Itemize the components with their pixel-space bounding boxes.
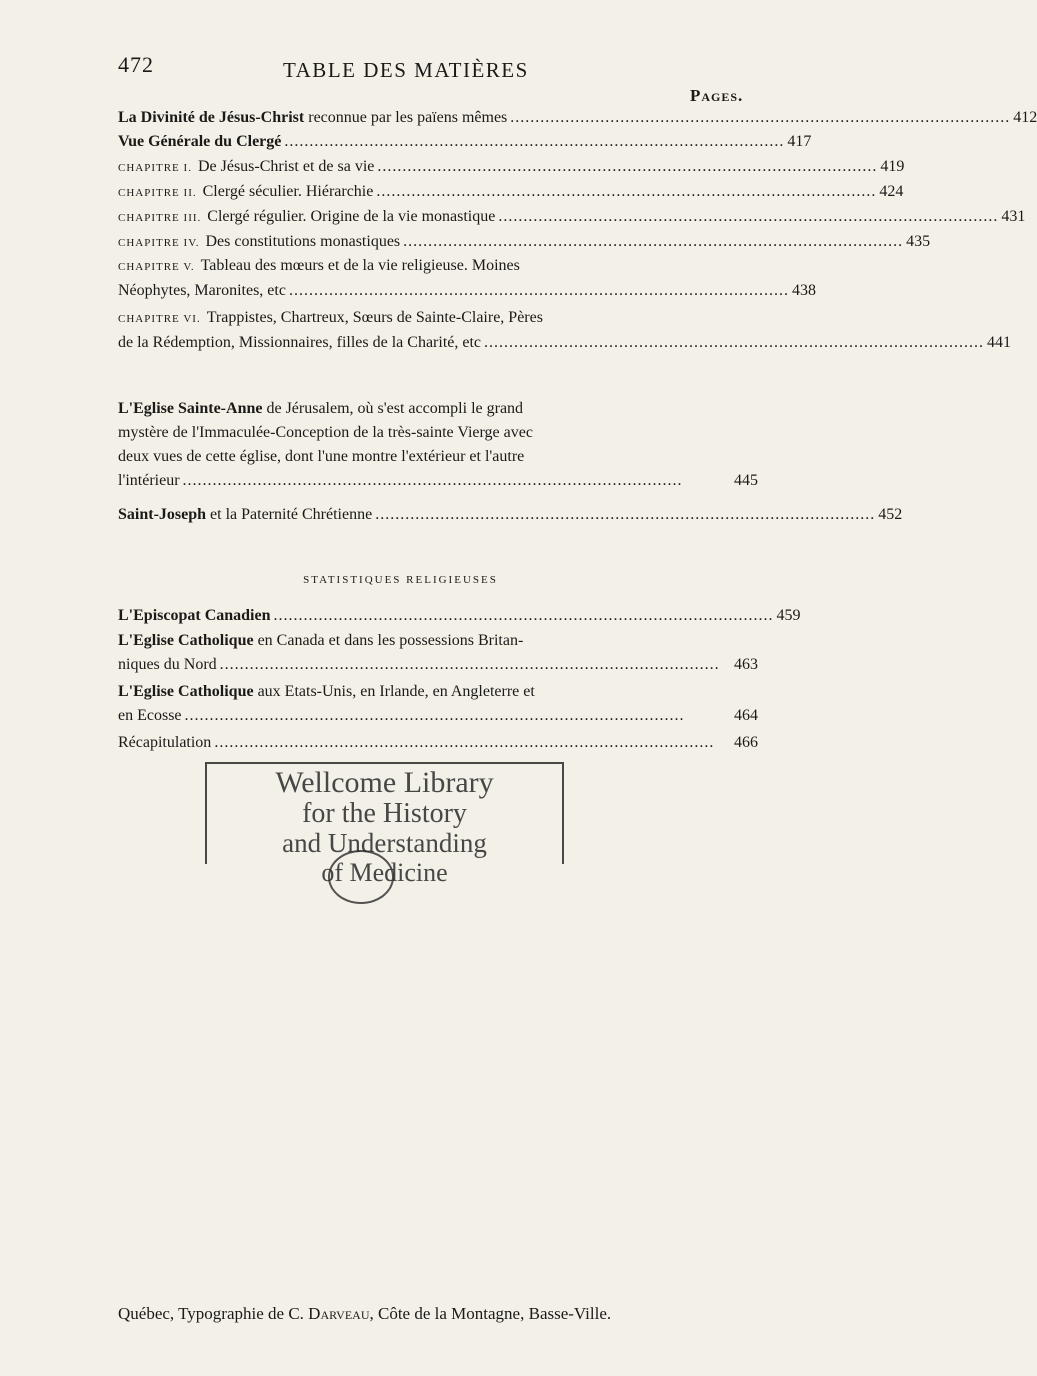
- toc-chapter: CHAPITRE VI. Trappistes, Chartreux, Sœurs de Sainte-Claire, Pères de la Rédemption, Missionnaires, filles de la Charité, etc .................................................................................................... 441: [118, 306, 758, 355]
- toc-entry-title: L'Eglise Catholique: [118, 683, 254, 700]
- chapter-text: Des constitutions monastiques: [205, 233, 401, 250]
- chapter-page: 438: [791, 282, 816, 299]
- toc-entry: Vue Générale du Clergé .................................................................................................... 417: [118, 130, 758, 154]
- section-heading: STATISTIQUES RELIGIEUSES: [303, 574, 498, 586]
- toc-chapter: CHAPITRE II. Clergé séculier. Hiérarchie .................................................................................................... 424: [118, 180, 758, 205]
- imprint-prefix: Québec, Typographie de C.: [118, 1304, 309, 1323]
- stamp-line: and Understanding: [282, 828, 487, 858]
- toc-entry-title: L'Eglise Catholique: [118, 632, 254, 649]
- chapter-text-continued: de la Rédemption, Missionnaires, filles de la Charité, etc: [118, 334, 482, 351]
- stamp-line: of Medicine: [321, 858, 448, 887]
- chapter-text: Trappistes, Chartreux, Sœurs de Sainte-Claire, Pères: [206, 309, 543, 326]
- toc-entry-title: L'Episcopat Canadien: [118, 607, 271, 624]
- toc-entry-page: 459: [776, 607, 801, 624]
- chapter-label: CHAPITRE III.: [118, 212, 202, 224]
- stamp-seal: [328, 850, 394, 904]
- pages-column-label: Pages.: [690, 86, 744, 105]
- chapter-text-continued: Néophytes, Maronites, etc: [118, 282, 286, 299]
- page-number: 472: [118, 52, 154, 77]
- chapter-text: Tableau des mœurs et de la vie religieuse. Moines: [200, 257, 520, 274]
- toc-chapter: CHAPITRE IV. Des constitutions monastiques .................................................................................................... 435: [118, 230, 758, 255]
- chapter-label: CHAPITRE VI.: [118, 313, 201, 325]
- stamp-line: for the History: [302, 798, 467, 829]
- toc-entry-page: 452: [878, 506, 903, 523]
- toc-entry: L'Eglise Catholique aux Etats-Unis, en Irlande, en Angleterre et en Ecosse .................................................................................................... 464: [118, 680, 758, 728]
- toc-entry: Récapitulation .................................................................................................... 466: [118, 731, 758, 755]
- toc-entry: L'Episcopat Canadien .................................................................................................... 459: [118, 604, 758, 628]
- imprint-printer: Darveau: [308, 1304, 370, 1323]
- chapter-page: 441: [987, 334, 1012, 351]
- toc-entry-title: Saint-Joseph: [118, 506, 207, 523]
- chapter-label: CHAPITRE V.: [118, 261, 195, 273]
- chapter-label: CHAPITRE II.: [118, 187, 197, 199]
- toc-entry-title: Vue Générale du Clergé: [118, 133, 282, 150]
- chapter-page: 431: [1001, 208, 1026, 225]
- toc-entry-page: 412: [1013, 109, 1037, 126]
- chapter-text: Clergé régulier. Origine de la vie monastique: [207, 208, 496, 225]
- toc-entry: La Divinité de Jésus-Christ reconnue par les païens mêmes .................................................................................................... 412: [118, 106, 758, 130]
- chapter-label: CHAPITRE I.: [118, 162, 192, 174]
- toc-entry-title: L'Eglise Sainte-Anne: [118, 400, 263, 417]
- toc-entry-text: aux Etats-Unis, en Irlande, en Angleterre et: [253, 683, 535, 700]
- toc-entry-text: et la Paternité Chrétienne: [206, 506, 373, 523]
- toc-entry-page: 463: [734, 656, 758, 673]
- chapter-text: De Jésus-Christ et de sa vie: [197, 158, 375, 175]
- toc-entry-title: La Divinité de Jésus-Christ: [118, 109, 305, 126]
- imprint-suffix: , Côte de la Montagne, Basse-Ville.: [369, 1304, 612, 1323]
- toc-entry-text: reconnue par les païens mêmes: [304, 109, 508, 126]
- toc-entry-text-continued: niques du Nord: [118, 656, 217, 673]
- toc-entry-page: 445: [734, 472, 758, 489]
- chapter-text: Clergé séculier. Hiérarchie: [202, 183, 374, 200]
- toc-entry-text-continued: en Ecosse: [118, 707, 182, 724]
- imprint-footer: [118, 1304, 611, 1324]
- toc-entry-text: Récapitulation: [118, 734, 212, 751]
- chapter-page: 435: [906, 233, 931, 250]
- toc-entry: Saint-Joseph et la Paternité Chrétienne .................................................................................................... 452: [118, 503, 758, 527]
- toc-entry-text-continued: deux vues de cette église, dont l'une montre l'extérieur et l'autre: [118, 448, 525, 465]
- library-stamp: [205, 762, 564, 887]
- stamp-line: Wellcome Library: [275, 766, 494, 799]
- toc-entry-page: 466: [734, 734, 758, 751]
- toc-entry-page: 464: [734, 707, 758, 724]
- toc-entry-page: 417: [787, 133, 812, 150]
- toc-chapter: CHAPITRE I. De Jésus-Christ et de sa vie .................................................................................................... 419: [118, 155, 758, 180]
- toc-chapter: CHAPITRE V. Tableau des mœurs et de la vie religieuse. Moines Néophytes, Maronites, etc .................................................................................................... 438: [118, 254, 758, 303]
- toc-chapter: CHAPITRE III. Clergé régulier. Origine de la vie monastique .................................................................................................... 431: [118, 205, 758, 230]
- page-title: TABLE DES MATIÈRES: [283, 58, 529, 82]
- toc-entry-text: de Jérusalem, où s'est accompli le grand: [262, 400, 524, 417]
- toc-entry-text: en Canada et dans les possessions Britan-: [253, 632, 524, 649]
- chapter-page: 424: [879, 183, 904, 200]
- chapter-page: 419: [880, 158, 905, 175]
- toc-entry-text-continued: l'intérieur: [118, 472, 180, 489]
- toc-entry: L'Eglise Catholique en Canada et dans les possessions Britan- niques du Nord .................................................................................................... 463: [118, 629, 758, 677]
- toc-entry-text-continued: mystère de l'Immaculée-Conception de la très-sainte Vierge avec: [118, 424, 533, 441]
- toc-entry: L'Eglise Sainte-Anne de Jérusalem, où s'est accompli le grand mystère de l'Immaculée-Conception de la très-sainte Vierge avec deux vues de cette église, dont l'une montre l'extérieur et l'autre l'intérieur .................................................................................................... 445: [118, 397, 758, 493]
- chapter-label: CHAPITRE IV.: [118, 237, 200, 249]
